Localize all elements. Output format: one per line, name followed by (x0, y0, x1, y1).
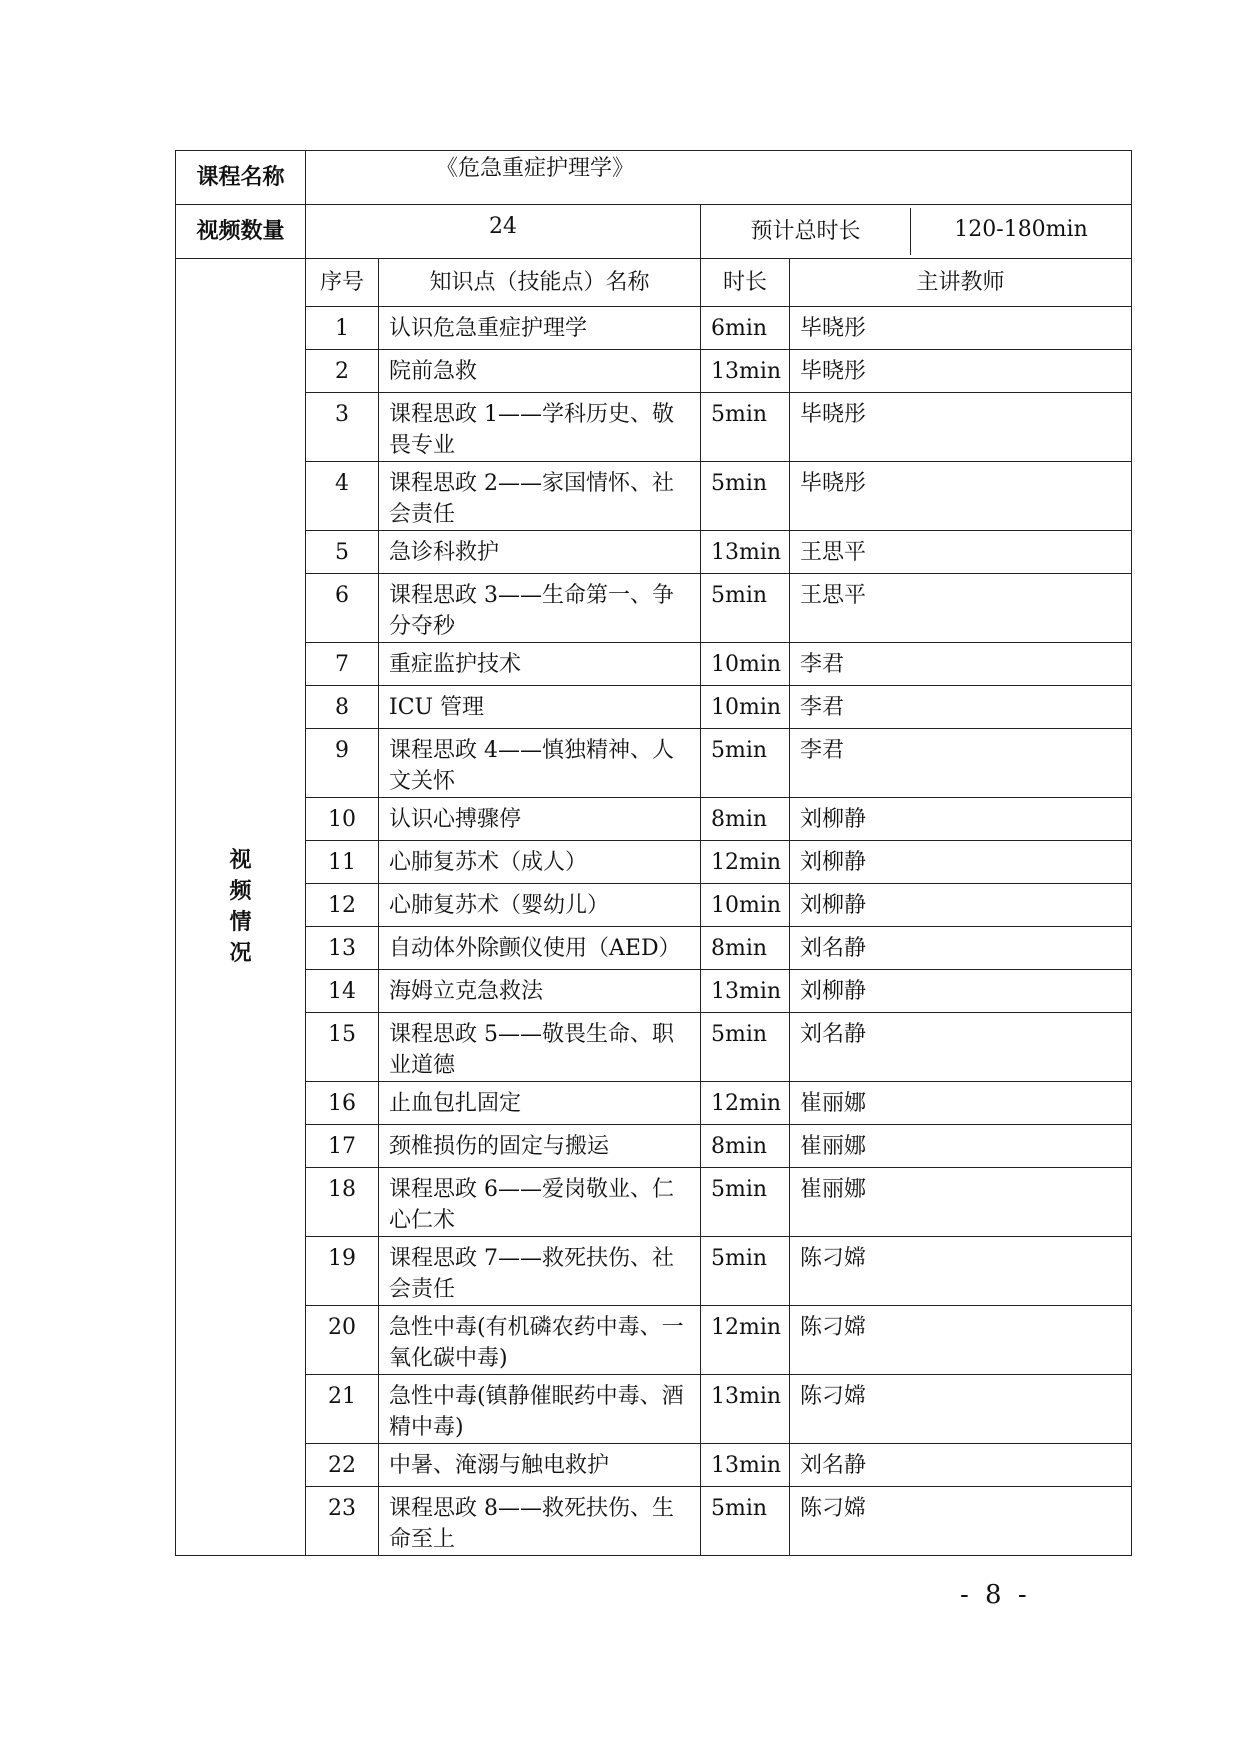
section-label-char: 情 (229, 909, 252, 935)
row-number: 12 (306, 884, 379, 927)
row-duration: 8min (701, 1125, 790, 1168)
row-duration: 10min (701, 643, 790, 686)
row-number: 22 (306, 1444, 379, 1487)
row-number: 11 (306, 841, 379, 884)
row-teacher: 李君 (790, 686, 1132, 729)
row-duration: 8min (701, 927, 790, 970)
column-header-num: 序号 (306, 259, 379, 307)
row-topic-name: 院前急救 (379, 350, 701, 393)
column-header-duration: 时长 (701, 259, 790, 307)
row-topic-name: 课程思政 3——生命第一、争分夺秒 (379, 574, 701, 643)
row-topic-name: 课程思政 4——慎独精神、人文关怀 (379, 729, 701, 798)
row-duration: 13min (701, 531, 790, 574)
table-row (176, 1168, 1132, 1237)
table-row (176, 686, 1132, 729)
course-name-label: 课程名称 (176, 151, 306, 205)
table-row (176, 462, 1132, 531)
row-topic-name: 认识危急重症护理学 (379, 307, 701, 350)
row-duration: 5min (701, 1168, 790, 1237)
row-teacher: 刘柳静 (790, 884, 1132, 927)
section-label-char: 况 (229, 940, 252, 966)
row-duration: 5min (701, 1013, 790, 1082)
row-topic-name: 中暑、淹溺与触电救护 (379, 1444, 701, 1487)
row-teacher: 刘名静 (790, 1013, 1132, 1082)
row-number: 13 (306, 927, 379, 970)
row-duration: 12min (701, 841, 790, 884)
table-row (176, 1306, 1132, 1375)
row-topic-name: 颈椎损伤的固定与搬运 (379, 1125, 701, 1168)
row-number: 2 (306, 350, 379, 393)
row-duration: 10min (701, 686, 790, 729)
table-row (176, 393, 1132, 462)
row-number: 19 (306, 1237, 379, 1306)
row-duration: 5min (701, 1237, 790, 1306)
row-topic-name: ICU 管理 (379, 686, 701, 729)
row-topic-name: 止血包扎固定 (379, 1082, 701, 1125)
row-number: 17 (306, 1125, 379, 1168)
column-header-teacher: 主讲教师 (790, 259, 1132, 307)
row-teacher: 崔丽娜 (790, 1082, 1132, 1125)
row-number: 20 (306, 1306, 379, 1375)
total-duration-label: 预计总时长 (701, 208, 911, 255)
row-number: 6 (306, 574, 379, 643)
table-row (176, 1375, 1132, 1444)
video-section-label (176, 259, 306, 1556)
row-duration: 5min (701, 1487, 790, 1556)
row-duration: 13min (701, 1444, 790, 1487)
video-count-value: 24 (306, 205, 701, 259)
row-teacher: 毕晓彤 (790, 462, 1132, 531)
row-number: 10 (306, 798, 379, 841)
table-row (176, 1444, 1132, 1487)
course-name-row (176, 151, 1132, 205)
video-count-label: 视频数量 (176, 205, 306, 259)
row-topic-name: 心肺复苏术（婴幼儿） (379, 884, 701, 927)
row-teacher: 崔丽娜 (790, 1125, 1132, 1168)
page-number: - 8 - (960, 1580, 1031, 1610)
table-row (176, 350, 1132, 393)
row-topic-name: 课程思政 2——家国情怀、社会责任 (379, 462, 701, 531)
row-number: 8 (306, 686, 379, 729)
row-teacher: 刘名静 (790, 927, 1132, 970)
row-teacher: 刘名静 (790, 1444, 1132, 1487)
row-teacher: 刘柳静 (790, 841, 1132, 884)
row-teacher: 毕晓彤 (790, 350, 1132, 393)
row-duration: 5min (701, 729, 790, 798)
table-row (176, 1487, 1132, 1556)
table-row (176, 884, 1132, 927)
table-row (176, 531, 1132, 574)
row-teacher: 王思平 (790, 531, 1132, 574)
table-row (176, 927, 1132, 970)
row-topic-name: 课程思政 6——爱岗敬业、仁心仁术 (379, 1168, 701, 1237)
row-duration: 5min (701, 393, 790, 462)
course-name-value: 《危急重症护理学》 (306, 151, 1132, 205)
table-row (176, 643, 1132, 686)
row-duration: 12min (701, 1306, 790, 1375)
row-teacher: 刘柳静 (790, 798, 1132, 841)
row-topic-name: 急性中毒(镇静催眠药中毒、酒精中毒) (379, 1375, 701, 1444)
row-teacher: 刘柳静 (790, 970, 1132, 1013)
row-duration: 13min (701, 970, 790, 1013)
row-duration: 6min (701, 307, 790, 350)
table-row (176, 1125, 1132, 1168)
row-teacher: 陈刁嫦 (790, 1487, 1132, 1556)
table-row (176, 798, 1132, 841)
table-row (176, 970, 1132, 1013)
row-number: 23 (306, 1487, 379, 1556)
column-header-name: 知识点（技能点）名称 (379, 259, 701, 307)
table-row (176, 729, 1132, 798)
row-number: 4 (306, 462, 379, 531)
row-number: 5 (306, 531, 379, 574)
table-row (176, 841, 1132, 884)
row-teacher: 李君 (790, 643, 1132, 686)
row-topic-name: 课程思政 5——敬畏生命、职业道德 (379, 1013, 701, 1082)
row-topic-name: 急诊科救护 (379, 531, 701, 574)
row-teacher: 王思平 (790, 574, 1132, 643)
row-topic-name: 自动体外除颤仪使用（AED） (379, 927, 701, 970)
table-row (176, 1013, 1132, 1082)
row-topic-name: 海姆立克急救法 (379, 970, 701, 1013)
row-topic-name: 课程思政 8——救死扶伤、生命至上 (379, 1487, 701, 1556)
row-topic-name: 课程思政 1——学科历史、敬畏专业 (379, 393, 701, 462)
row-topic-name: 认识心搏骤停 (379, 798, 701, 841)
row-number: 9 (306, 729, 379, 798)
row-duration: 10min (701, 884, 790, 927)
row-topic-name: 课程思政 7——救死扶伤、社会责任 (379, 1237, 701, 1306)
row-teacher: 陈刁嫦 (790, 1237, 1132, 1306)
video-count-row (176, 205, 1132, 259)
section-label-char: 频 (229, 878, 252, 904)
row-teacher: 李君 (790, 729, 1132, 798)
row-number: 14 (306, 970, 379, 1013)
row-topic-name: 重症监护技术 (379, 643, 701, 686)
row-teacher: 陈刁嫦 (790, 1375, 1132, 1444)
row-teacher: 毕晓彤 (790, 307, 1132, 350)
row-teacher: 崔丽娜 (790, 1168, 1132, 1237)
table-row (176, 574, 1132, 643)
row-number: 1 (306, 307, 379, 350)
row-number: 21 (306, 1375, 379, 1444)
row-duration: 5min (701, 462, 790, 531)
row-duration: 13min (701, 1375, 790, 1444)
row-duration: 5min (701, 574, 790, 643)
row-duration: 12min (701, 1082, 790, 1125)
row-number: 7 (306, 643, 379, 686)
table-row (176, 1237, 1132, 1306)
total-duration-value: 120-180min (954, 217, 1088, 242)
table-row (176, 307, 1132, 350)
course-video-table (175, 150, 1132, 1556)
row-number: 3 (306, 393, 379, 462)
table-row (176, 1082, 1132, 1125)
row-number: 18 (306, 1168, 379, 1237)
row-number: 16 (306, 1082, 379, 1125)
duration-cell (701, 205, 1132, 259)
row-number: 15 (306, 1013, 379, 1082)
row-teacher: 陈刁嫦 (790, 1306, 1132, 1375)
section-label-char: 视 (229, 847, 252, 873)
row-duration: 13min (701, 350, 790, 393)
row-duration: 8min (701, 798, 790, 841)
row-topic-name: 急性中毒(有机磷农药中毒、一氧化碳中毒) (379, 1306, 701, 1375)
row-teacher: 毕晓彤 (790, 393, 1132, 462)
row-topic-name: 心肺复苏术（成人） (379, 841, 701, 884)
column-header-row (176, 259, 1132, 307)
